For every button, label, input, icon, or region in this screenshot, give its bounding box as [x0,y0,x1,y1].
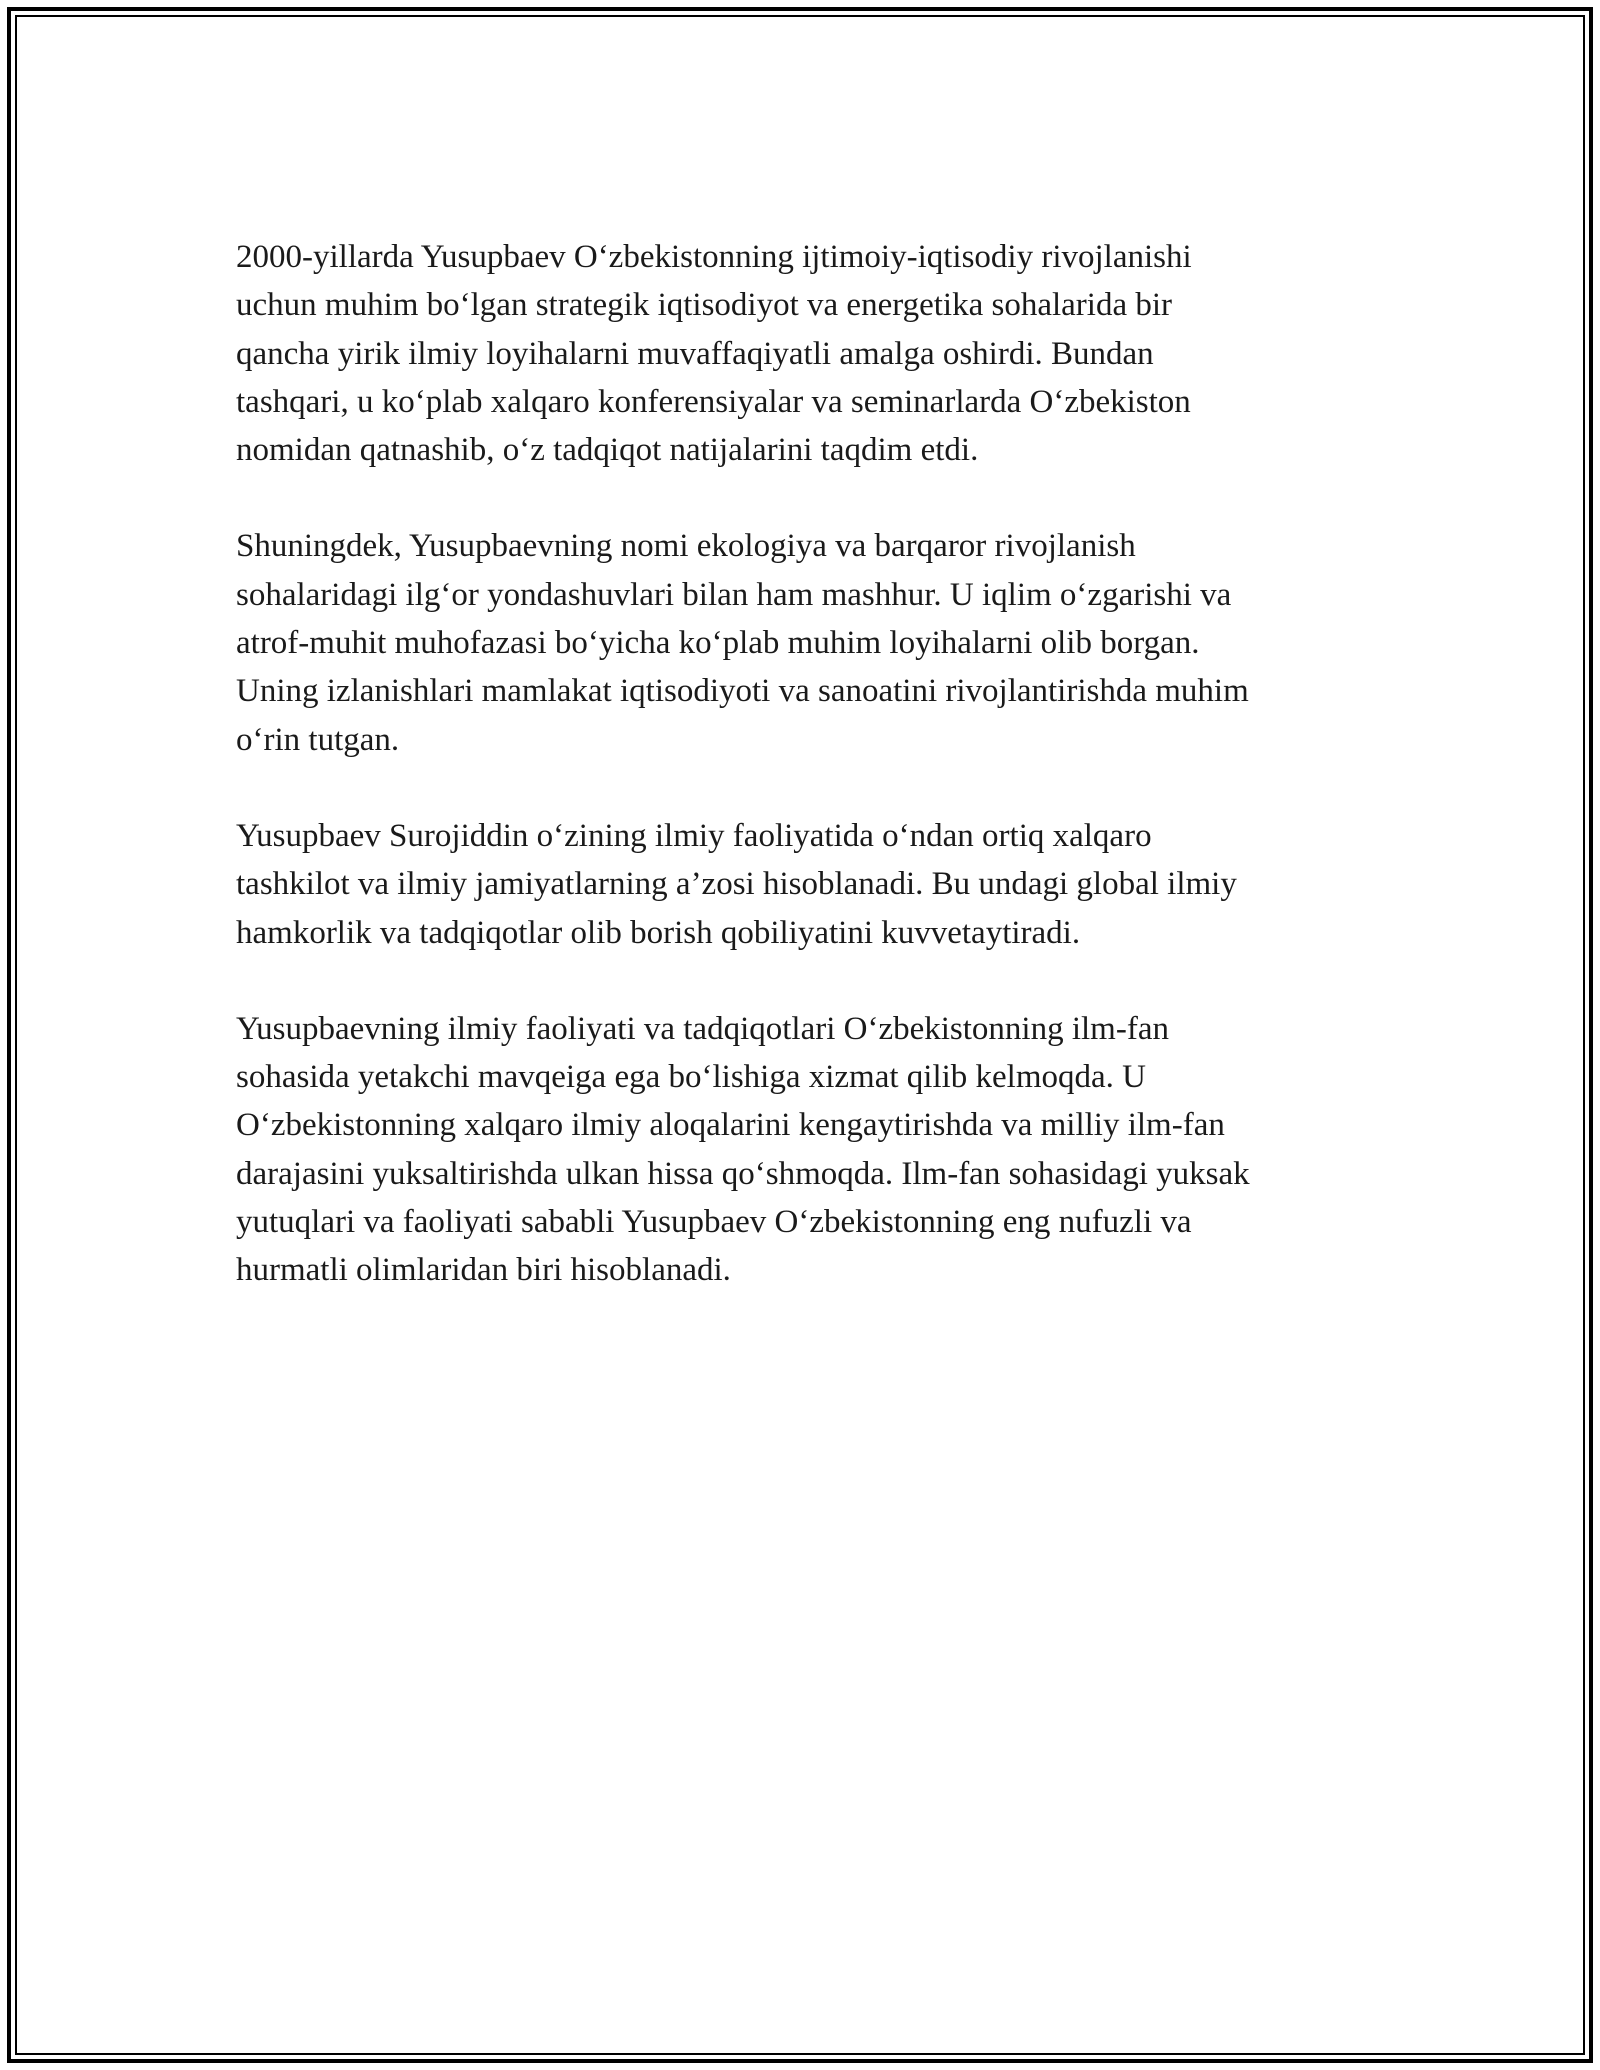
text-line: Yusupbaev Surojiddin o‘zining ilmiy faoliyatida o‘ndan ortiq xalqaro [236,817,1152,854]
text-line: 2000-yillarda Yusupbaev O‘zbekistonning ijtimoiy-iqtisodiy rivojlanishi [236,239,1192,275]
text-line: hurmatli olimlaridan biri hisoblanadi. [236,1252,731,1289]
paragraph [236,233,1376,474]
text-line: sohalaridagi ilg‘or yondashuvlari bilan ham mashhur. U iqlim o‘zgarishi va [236,576,1232,613]
text-line: darajasini yuksaltirishda ulkan hissa qo‘shmoqda. Ilm-fan sohasidagi yuksak [236,1155,1250,1192]
text-line: qancha yirik ilmiy loyihalarni muvaffaqiyatli amalga oshirdi. Bundan [236,335,1154,372]
text-line: O‘zbekistonning xalqaro ilmiy aloqalarini kengaytirishda va milliy ilm-fan [236,1107,1225,1144]
text-line: tashkilot va ilmiy jamiyatlarning a’zosi hisoblanadi. Bu undagi global ilmiy [236,866,1237,903]
text-line: o‘rin tutgan. [236,721,400,758]
document-body [236,233,1376,1343]
text-line: hamkorlik va tadqiqotlar olib borish qobiliyatini kuvvetaytiradi. [236,914,1081,951]
text-line: Shuningdek, Yusupbaevning nomi ekologiya va barqaror rivojlanish [236,528,1136,565]
text-line: Uning izlanishlari mamlakat iqtisodiyoti va sanoatini rivojlantirishda muhim [236,673,1249,710]
paragraph [236,812,1376,957]
paragraph [236,522,1376,763]
text-line: sohasida yetakchi mavqeiga ega bo‘lishiga xizmat qilib kelmoqda. U [236,1059,1146,1096]
text-line: yutuqlari va faoliyati sababli Yusupbaev O‘zbekistonning eng nufuzli va [236,1204,1192,1241]
text-line: Yusupbaevning ilmiy faoliyati va tadqiqotlari O‘zbekistonning ilm-fan [236,1010,1169,1047]
paragraph [236,1005,1376,1295]
text-line: tashqari, u ko‘plab xalqaro konferensiyalar va seminarlarda O‘zbekiston [236,383,1191,420]
text-line: nomidan qatnashib, o‘z tadqiqot natijalarini taqdim etdi. [236,432,979,469]
text-line: atrof-muhit muhofazasi bo‘yicha ko‘plab muhim loyihalarni olib borgan. [236,625,1200,662]
text-line: uchun muhim bo‘lgan strategik iqtisodiyot va energetika sohalarida bir [236,287,1173,324]
